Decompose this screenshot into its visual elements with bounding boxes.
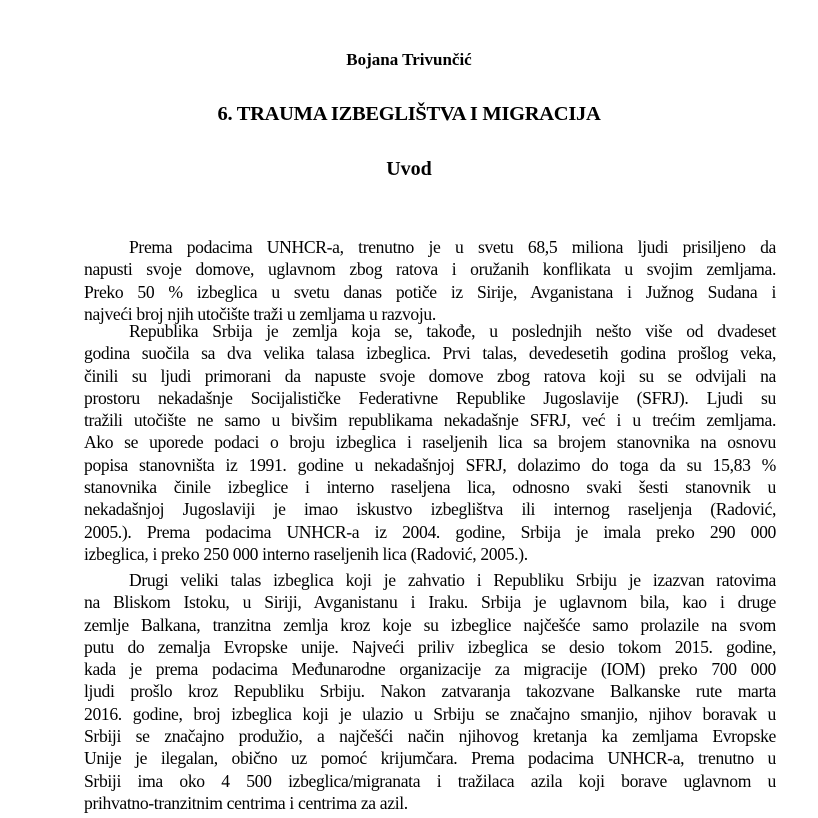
text-line: ljudi prošlo kroz Republiku Srbiju. Nakon zatvaranja takozvane Balkanske rute marta: [84, 681, 776, 702]
text-line: Republika Srbija je zemlja koja se, takođe, u poslednjih nešto više od dvadeset: [129, 321, 776, 341]
paragraph-1: [84, 236, 776, 325]
text-line: prihvatno-tranzitnim centrima i centrima za azil.: [84, 792, 408, 813]
text-line: kada je prema podacima Međunarodne organizacije za migracije (IOM) preko 700 000: [84, 659, 776, 680]
paragraph-3: [84, 569, 776, 814]
text-line: nekadašnjoj Jugoslaviji je imao iskustvo izbeglištva ili internog raseljenja (Radović,: [84, 499, 776, 520]
text-line: godina suočila sa dva velika talasa izbeglica. Prvi talas, devedesetih godina prošlog veka,: [84, 343, 776, 364]
text-line: putu do zemalja Evropske unije. Najveći priliv izbeglica se desio tokom 2015. godine,: [84, 636, 776, 657]
text-line: Srbiji ima oko 4 500 izbeglica/migranata i tražilaca azila koji borave uglavnom u: [84, 770, 776, 791]
text-line: Srbiji se značajno produžio, a najčešći način njihovog kretanja ka zemljama Evropske: [84, 726, 776, 747]
text-line: najveći broj njih utočište traži u zemljama u razvoju.: [84, 303, 436, 324]
section-heading: Uvod: [386, 158, 432, 180]
text-line: Unije je ilegalan, obično uz pomoć krijumčara. Prema podacima UNHCR-a, trenutno u: [84, 748, 776, 769]
text-line: 2016. godine, broj izbeglica koji je ulazio u Srbiju se značajno smanjio, njihov boravak u: [84, 703, 776, 724]
text-line: zemlje Balkana, tranzitna zemlja kroz koje su izbeglice najčešće samo prolazile na svom: [84, 614, 776, 635]
text-line: 2005.). Prema podacima UNHCR-a iz 2004. godine, Srbija je imala preko 290 000: [84, 521, 776, 542]
text-line: na Bliskom Istoku, u Siriji, Avganistanu i Iraku. Srbija je uglavnom bila, kao i druge: [84, 592, 776, 613]
text-line: Prema podacima UNHCR-a, trenutno je u svetu 68,5 miliona ljudi prisiljeno da: [129, 237, 776, 257]
text-line: stanovnika činile izbeglice i interno raseljena lica, odnosno svaki šesti stanovnik u: [84, 477, 776, 498]
text-line: prostoru nekadašnje Socijalističke Federativne Republike Jugoslavije (SFRJ). Ljudi su: [84, 387, 776, 408]
text-line: Preko 50 % izbeglica u svetu danas potiče iz Sirije, Avganistana i Južnog Sudana i: [84, 281, 776, 302]
chapter-title: 6. TRAUMA IZBEGLIŠTVA I MIGRACIJA: [217, 103, 601, 125]
text-line: popisa stanovništa iz 1991. godine u nekadašnjoj SFRJ, dolazimo do toga da su 15,83 %: [84, 454, 776, 475]
text-line: tražili utočište ne samo u bivšim republikama nekadašnje SFRJ, već i u trećim zemljama.: [84, 410, 776, 431]
text-line: napusti svoje domove, uglavnom zbog ratova i oružanih konflikata u svojim zemljama.: [84, 259, 776, 280]
paragraph-2: [84, 320, 776, 565]
text-line: izbeglica, i preko 250 000 interno raseljenih lica (Radović, 2005.).: [84, 543, 528, 564]
text-line: Ako se uporede podaci o broju izbeglica i raseljenih lica sa brojem stanovnika na osnovu: [84, 432, 776, 453]
text-line: činili su ljudi primorani da napuste svoje domove zbog ratova koji su se odvijali na: [84, 365, 776, 386]
text-line: Drugi veliki talas izbeglica koji je zahvatio i Republiku Srbiju je izazvan ratovima: [129, 570, 776, 590]
author-name: Bojana Trivunčić: [346, 50, 472, 69]
